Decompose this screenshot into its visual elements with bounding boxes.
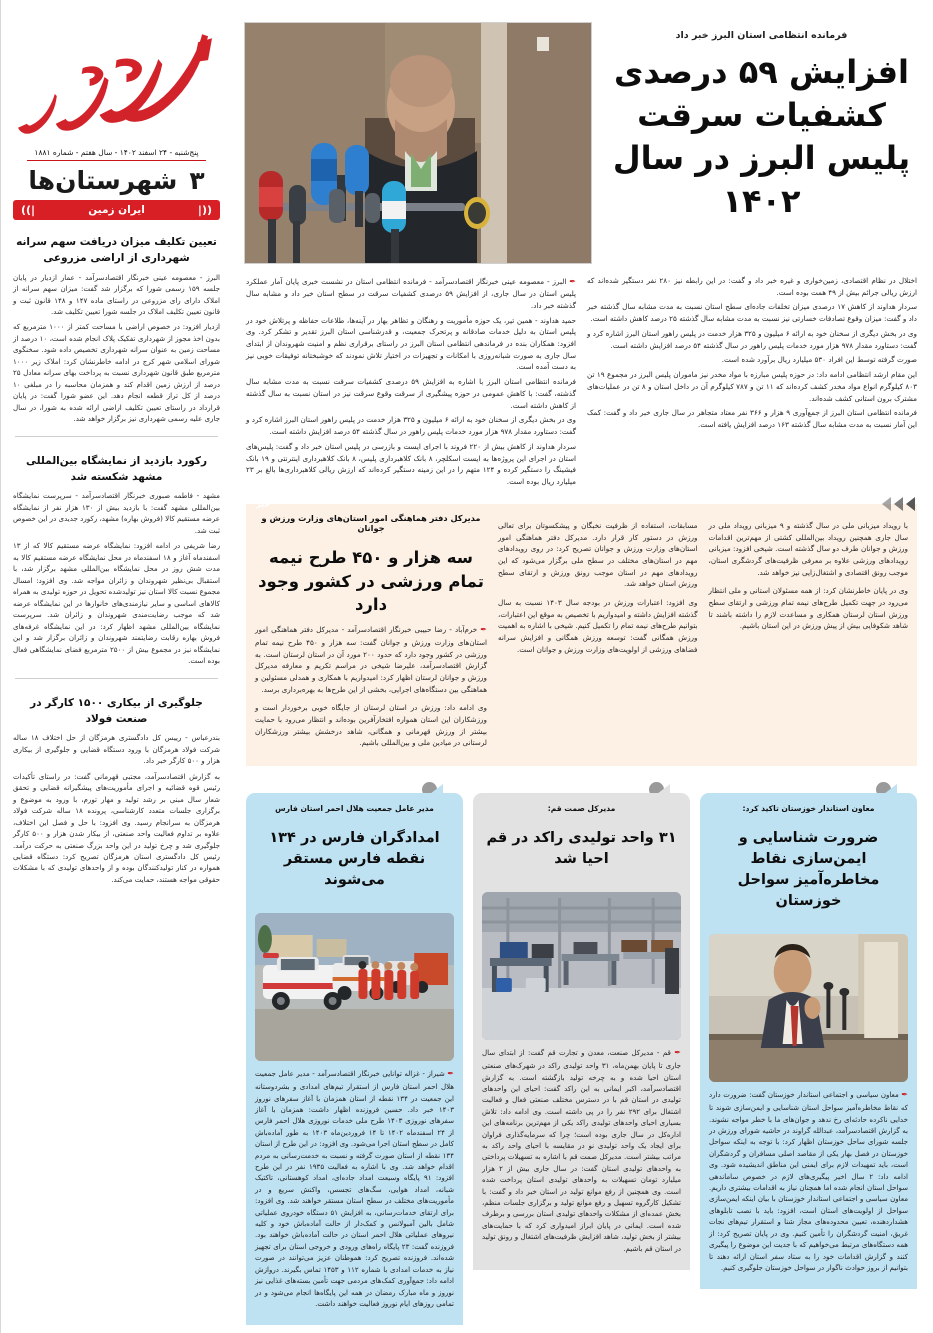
card-kicker: مدیر عامل جمعیت هلال احمر استان فارس bbox=[275, 804, 434, 814]
sidebar-headline: رکورد بازدید از نمایشگاه بین‌المللی مشهد شکسته شد bbox=[25, 454, 207, 484]
card-kicker: معاون استاندار خوزستان تاکید کرد: bbox=[742, 804, 875, 814]
card-body-text: ✒ معاون سیاسی و اجتماعی استاندار خوزستان گفت: ضرورت دارد که نقاط مخاطره‌آمیز سواحل استان شناسایی و ایمن‌سازی شوند تا خدایی ناکرده حادثه‌ای رخ ندهد و جوان‌های ما با خطر مواجه نشوند. به گزارش اقتصادسرآمد، عبدالله گراوند در حاشیه شورای ورزش در جلسه شورای ساحل خوزستان اظهار کرد: با توجه به اینکه سواحل خوزستان در فصل بهار یکی از مقاصد اصلی مسافران و گردشگران است، باید تمهیدات لازم برای ایمنی این مناطق اندیشیده شود. وی ادامه داد: ۲ سال اخیر پیگیری‌های لازم در خصوص ساماندهی سواحل استان انجام شده اما همچنان نیاز به اقدامات بیشتری داریم. معاون سیاسی و اجتماعی استاندار خوزستان با بیان اینکه ایمن‌سازی سواحل از اولویت‌های استان است، افزود: باید با نصب تابلوهای هشداردهنده، تعیین محدوده‌های مجاز شنا و استقرار تیم‌های نجات غریق، امنیت گردشگران را تأمین کنیم. وی در پایان تصریح کرد: از همه دستگاه‌های مرتبط می‌خواهیم که با جدیت این موضوع را پیگیری کنند و گزارش اقدامات خود را به ستاد سفر استان ارائه دهند تا بتوانیم از بروز حوادث ناگوار در سواحل خوزستان جلوگیری کنیم. bbox=[709, 1090, 909, 1272]
divider-label: خبر bbox=[256, 499, 271, 509]
newspaper-logo bbox=[13, 24, 220, 144]
card-body-wrap bbox=[473, 892, 690, 1270]
card-bubble bbox=[246, 793, 463, 913]
section-title: شهرستان‌ها bbox=[28, 166, 178, 195]
mid-col3-text: با رویداد میزبانی ملی در سال گذشته و ۹ میزبانی رویداد ملی در سال جاری همچنین رویداد بین‌المللی کشتی از مهم‌ترین اقدامات ورزش و جوانان طرف دو سال گذشته است. شیخی افزود: میزبانی رویدادهای ورزشی علاوه بر معرفی ظرفیت‌های گردشگری استان، موجب رونق اقتصادی و اشتغال‌زایی نیز خواهد شد. وی در پایان خاطرنشان کرد: از همه مسئولان استانی و ملی انتظار می‌رود در جهت تکمیل طرح‌های نیمه تمام ورزشی و ارتقای سطح ورزش استان لرستان همکاری و مساعدت لازم را داشته باشند تا شاهد شکوفایی بیش از پیش ورزش در این استان باشیم. bbox=[708, 520, 908, 631]
lead-photo-wrap bbox=[246, 22, 592, 264]
section-header bbox=[13, 168, 220, 193]
sidebar-article[interactable] bbox=[13, 232, 220, 429]
mid-headline: سه هزار و ۴۵۰ طرح نیمه تمام ورزشی در کشور وجود دارد bbox=[258, 548, 484, 615]
lead-body-columns bbox=[246, 275, 917, 491]
news-card[interactable] bbox=[700, 782, 917, 1325]
card-headline: امدادگران فارس در ۱۳۴ نقطه فارس مستقر می‌شوند bbox=[269, 829, 440, 888]
card-bubble bbox=[473, 793, 690, 892]
card-headline: ضرورت شناسایی و ایمن‌سازی نقاط مخاطره‌آمیز سواحل خوزستان bbox=[737, 829, 880, 909]
sidebar-dateline: بندرعباس - رییس کل دادگستری هرمزگان از حل اختلاف ۱۸ ساله شرکت فولاد هرمزگان با ورود دستگاه قضایی و جلوگیری از بیکاری هزار و ۵۰۰ کارگر خبر داد. bbox=[13, 733, 220, 766]
lead-story bbox=[246, 22, 917, 264]
masthead-sidebar bbox=[0, 0, 232, 1333]
card-body-wrap bbox=[246, 913, 463, 1325]
mid-column-2 bbox=[498, 513, 698, 756]
rescue-vehicles-photo bbox=[255, 913, 454, 1061]
sidebar-dateline: البرز - معصومه عینی خبرنگار اقتصادسرآمد - عمار ازدیار در پایان جلسه ۱۵۹ رسمی شورا که برگزار شد گفت: میزان سهم سرانه از املاک دارای رای مزروعی در راستای ماده ۱۴۷ و ۱۴۸ قانون ثبت و قانون تعیین تکلیف املاک در جلسه شورا تعیین تکلیف شد. bbox=[13, 272, 221, 316]
triangle-icon bbox=[906, 497, 915, 511]
sidebar-headline: تعیین تکلیف میزان دریافت سهم سرانه شهرداری از اراضی مزروعی bbox=[16, 236, 217, 265]
card-body-text: ✒ قم - مدیرکل صنعت، معدن و تجارت قم گفت: از ابتدای سال جاری تا پایان بهمن‌ماه، ۳۱ واحد تولیدی راکد در شهرک‌های صنعتی استان احیا شده و به چرخه تولید بازگشته است. به گزارش اقتصادسرآمد، اکبر ایمانی به این راکد گفت: احیای این واحدهای تولیدی در استان قم با در دسترس مختلف صنعتی فعال و فعالیت اشتغال برای ۲۹۲ نفر را در پی داشته است. وی ادامه داد: تلاش بسیاری احیای واحدهای تولیدی راکد یکی از مهم‌ترین برنامه‌های این اداره‌کل در سال جاری بوده است؛ چرا که سرمایه‌گذاری فراوان برای ایجاد یک واحد تولیدی نو در مقایسه با احیای واحد راکد به مراتب بیشتر است. مدیرکل صمت قم با اشاره به تسهیلات پرداختی به واحدهای تولیدی استان گفت: در سال جاری بیش از ۲ هزار میلیارد تومان تسهیلات به واحدهای تولیدی استان پرداخت شده است. وی همچنین از رفع موانع تولید در استان خبر داد و گفت: با تشکیل کارگروه تسهیل و رفع موانع تولید و برگزاری جلسات منظم، بخش عمده‌ای از مشکلات واحدهای تولیدی استان بررسی و برطرف شده است. ایمانی در پایان ابراز امیدواری کرد که با حمایت‌های بیشتر از بخش تولید، شاهد افزایش ظرفیت‌های اشتغال و رونق تولید در استان قم باشیم. bbox=[482, 1048, 681, 1253]
sidebar-body: رضا شریفی در ادامه افزود: نمایشگاه عرضه مستقیم کالا که از ۱۳ اسفندماه آغاز و ۱۸ اسفندماه در محل نمایشگاه عرضه مستقیم کالا به مدت شش روز در محل نمایشگاه بین‌المللی مشهد برگزار شد، با استقبال بی‌نظیر شهروندان و زائران مواجه شد. وی افزود: امسال مجموع نسبت کالا استان نیز تولیدشده تحویل در حوزه تولیدی به همراه کالاهای اساسی و سایر نیازمندی‌های خانوارها در این نمایشگاه عرضه شد که موجب رضایت‌مندی شهروندان و زائران شد. سرپرست نمایشگاه بین‌المللی مشهد اظهار کرد: در این نمایشگاه غرفه‌های فروش بهاره رقابت رضایتمند شهروندان و زائران برگزار شد و این نمایشگاه نیز در مجموع بیش از ۲۵۰۰ مترمربع فضای نمایشگاهی فعال بوده است. bbox=[13, 541, 220, 666]
lead-kicker: فرمانده انتظامی استان البرز خبر داد bbox=[675, 30, 848, 41]
news-card[interactable] bbox=[473, 782, 690, 1325]
press-conference-photo bbox=[244, 22, 592, 264]
section-ribbon bbox=[13, 200, 220, 220]
main-content bbox=[232, 0, 933, 1333]
mid-heading-column bbox=[255, 513, 487, 756]
lead-headline: افزایش ۵۹ درصدی کشفیات سرقت پلیس البرز در سال ۱۴۰۲ bbox=[612, 53, 911, 220]
factory-interior-photo bbox=[482, 892, 681, 1040]
official-speaking-photo bbox=[709, 934, 908, 1082]
mid-story bbox=[246, 504, 917, 766]
sidebar-headline: جلوگیری از بیکاری ۱۵۰۰ کارگر در صنعت فولاد bbox=[30, 696, 203, 725]
issue-date-line: پنج‌شنبه - ۲۴ اسفند ۱۴۰۲ - سال هفتم - شماره ۱۸۸۱ bbox=[27, 148, 206, 161]
divider-rule bbox=[15, 436, 218, 437]
triangle-icon bbox=[882, 497, 891, 511]
card-bubble bbox=[700, 793, 917, 934]
broadcast-icon-left: |)) bbox=[21, 203, 36, 217]
mid-column-3 bbox=[709, 513, 909, 756]
sidebar-article[interactable] bbox=[13, 444, 220, 671]
divider-rule bbox=[15, 678, 218, 679]
card-body-wrap bbox=[700, 934, 917, 1289]
lead-column-2 bbox=[587, 275, 917, 491]
card-headline: ۳۱ واحد تولیدی راکد در قم احیا شد bbox=[486, 829, 677, 867]
ribbon-label: ایران زمین bbox=[88, 204, 145, 216]
card-kicker: مدیرکل صمت قم: bbox=[547, 804, 616, 814]
broadcast-icon-right: ((| bbox=[197, 203, 212, 217]
sidebar-dateline: مشهد - فاطمه صبوری خبرنگار اقتصادسرآمد - سرپرست نمایشگاه بین‌المللی مشهد گفت: با بازدید بیش از ۱۳۰ هزار نفر از نمایشگاه عرضه مستقیم کالا (فروش بهاره) مشهد، رکورد جدیدی در این خصوص ثبت شد. bbox=[13, 491, 220, 535]
card-body-text: ✒ شیراز - غزاله توانایی خبرنگار اقتصادسرآمد - مدیر عامل جمعیت هلال احمر استان فارس از استقرار تیم‌های امدادی و بشردوستانه این جمعیت در ۱۳۴ نقطه از استان همزمان با آغاز سفرهای نوروز ۱۴۰۳ خبر داد. حسین فروزنده اظهار داشت: همزمان با آغاز سفرهای نوروزی ۱۴۰۳ طرح ملی خدمات نوروزی هلال احمر فارس از ۲۴ اسفندماه ۱۴۰۲ تا ۱۴ فروردین‌ماه ۱۴۰۳ به طور آماده‌باش کامل در سطح استان اجرا می‌شود. وی افزود: در این طرح از استان ۱۳۴ نقطه از استان صورت گرفته و نسبت به خدمت‌رسانی به مردم اقدام خواهد شد. وی با اشاره به فعالیت ۱۹۳۵ نفر در این طرح افزود: ۹۱ پایگاه وسیعت امداد جاده‌ای، امداد کوهستانی، تاکتیک شبانه، امداد هوایی، سگ‌های تجسس، واکنش سریع و در مأموریت‌های مختلف در سطح استان مستقر خواهند شد. وی افزود: برای ارتقای خدمات‌رسانی، به افزایش ۵۱ دستگاه خودروی عملیاتی شامل بالین آمبولانس و کمک‌دار از حالت آماده‌باش خود و کلیه نیروهای عملیاتی هلال احمر استان در حالت آماده‌باش خواهند بود. فروزنده گفت: ۲۳ پایگاه راه‌های ورودی و خروجی استان برای تجهیز شده‌اند. فروزنده تصریح کرد: هموطنان عزیز می‌توانند در صورت نیاز به خدمات امدادی با شماره ۱۱۲ و ۱۴۵۳ تماس بگیرند. دروازش ادامه داد: جمع‌آوری کمک‌های مردمی جهت تأمین بسته‌های غذایی نیز نوروز و ماه مبارک رمضان در همه این پایگاه‌ها انجام می‌شود و در تمامی روزهای ایام نوروز فعالیت خواهند داشت. bbox=[255, 1069, 455, 1308]
lead-col2-text: اختلال در نظام اقتصادی، زمین‌خواری و غیره خبر داد و گفت: در این رابطه نیز ۲۸۰ نفر دستگیر شده‌اند که ارزش ریالی جرائم بیش از ۴۹ همت بوده است. سردار هداوند از کاهش ۱۷ درصدی میزان تخلفات جاده‌ای سطح استان نسبت به مدت مشابه سال گذشته خبر داد و گفت: میزان وقوع تصادفات خسارتی نیز نسبت به مدت مشابه سال گذشته ۲۵ درصد کاهش داشته است. وی در بخش دیگری از سخنان خود به ارائه ۶ میلیون و ۳۲۵ هزار خدمت در پلیس راهور استان البرز اشاره کرد و گفت: دستاورد مقدار ۹۷۸ هزار مورد خدمات پلیس راهور در سال گذشته ۵۴ درصد افزایش داشته است. صورت گرفته توسط این افراد ۵۳۰ میلیارد ریال برآورد شده است. این مقام ارشد انتظامی ادامه داد: در حوزه پلیس مبارزه با مواد مخدر نیز ماموران پلیس البرز در مجموع ۱۹ تن ۸۰۳ کیلوگرم انواع مواد مخدر کشف کرده‌اند که ۱۱ تن و ۷۸۷ کیلوگرم آن در داخل استان و ۸ تن در عملیات‌های مشترک برون استانی کشف شده‌اند. فرمانده انتظامی استان البرز از جمع‌آوری ۹ هزار و ۳۶۶ نفر معتاد متجاهر در سال جاری خبر داد و گفت: کمک این آمار نسبت به مدت مشابه سال گذشته ۱۶۳ درصد افزایش یافته است. bbox=[587, 276, 918, 430]
mid-kicker: مدیرکل دفتر هماهنگی امور استان‌های وزارت ورزش و جوانان bbox=[261, 512, 481, 533]
triangle-icon bbox=[894, 497, 903, 511]
divider-arrows bbox=[882, 497, 915, 511]
page-number: ۳ bbox=[189, 166, 205, 195]
lead-col1-text: ✒ البرز - معصومه عینی خبرنگار اقتصادسرآمد - فرمانده انتظامی استان در نشست خبری پایان آمار عملکرد پلیس استان در سال جاری، از افزایش ۵۹ درصدی کشفیات سرقت در سطح استان خبر داد و مشابه سال گذشته خبر داد. حمید هداوند - همین تیر، یک حوزه مأموریت و رهنگان و تظاهر بهار در آینه‌ها، طلاعات حفاظه و پرتلاش خود در پلیس استان به دلیل خدمات صادقانه و پرتحرک جمعیت، و قدرشناسی استان البرز تقدیر و تشکر کرد. وی افزود: همکاران بنده در فرماندهی انتظامی استان البرز در راستای برقراری نظم و امنیت شهروندان از ابتدای سال جاری به صورت شبانه‌روزی با امکانات و تجهیزات در اختیار تلاش نمودند که خوشبختانه توفیقات خوبی نیز به دست آمده است. فرمانده انتظامی استان البرز با اشاره به افزایش ۵۹ درصدی کشفیات سرقت نسبت به مدت مشابه سال گذشته، گفت: با کاهش عمومی در حوزه پیشگیری از سرقت وقوع سرقت نیز در استان نسبت به سال گذشته از کاهش داشته است. وی در بخش دیگری از سخنان خود به ارائه ۶ میلیون و ۳۲۵ هزار خدمت در پلیس راهور استان البرز اشاره کرد و گفت: دستاورد مقدار ۹۷۸ هزار مورد خدمات پلیس راهور در سال گذشته ۵۴ درصد افزایش داشته است. سردار هداوند از کاهش بیش از ۲۲۰ فروند با اجرای ایست و بازرسی در پلیس استان خبر داد و گفت: پلیس‌های استان در اجرای این پروژه‌ها به ایست اسکلچر، ۸ بانک کلاهبرداری پلیس، ۸ بانک کلاهبرداری اینترنتی و ۱۹ بانک فیشینگ را دستگیر کرده و ۱۲۴ متهم را در این زمینه دستگیر کرده‌اند که ارزش ریالی کلاهبرداری‌ها بالغ بر ۲۳ میلیارد ریال بوده است. bbox=[246, 277, 576, 487]
lead-text-block bbox=[606, 22, 917, 264]
lead-column-1 bbox=[246, 275, 576, 491]
sidebar-body: به گزارش اقتصادسرآمد، مجتبی قهرمانی گفت: در راستای تأکیدات رئیس قوه قضائیه و اجرای مأموریت‌های پیشگیرانه قضایی و تحقق شعار سال مبنی بر رشد تولید و مهار تورم، با ورود به موضوع و برگزاری جلسات متعدد کارشناسی، پرونده ۱۸ ساله شرکت فولاد هرمزگان به سرانجام رسید. وی افزود: با حل و فصل این اختلاف، علاوه بر تداوم فعالیت واحد صنعتی، از بیکار شدن هزار و ۵۰۰ کارگر جلوگیری شد و چرخ تولید در این واحد بزرگ صنعتی به حرکت درآمد. رئیس کل دادگستری استان هرمزگان تصریح کرد: دستگاه قضایی همواره در کنار تولیدکنندگان بوده و از واحدهای تولیدی که با مشکلات حقوقی مواجه هستند، حمایت می‌کند. bbox=[13, 771, 221, 884]
bottom-cards bbox=[246, 782, 917, 1325]
sidebar-article[interactable] bbox=[13, 686, 220, 890]
news-card[interactable] bbox=[246, 782, 463, 1325]
mid-col1-text: ✒ خرم‌آباد - رضا حبیبی خبرنگار اقتصادسرآمد - مدیرکل دفتر هماهنگی امور استان‌های وزارت ورزش و جوانان گفت: سه هزار و ۴۵۰ طرح نیمه تمام ورزشی در کشور وجود دارد که حدود ۲۰۰ مورد آن در استان لرستان است. به گزارش اقتصادسرآمد، علیرضا شیخی در مراسم تکریم و معارفه مدیرکل ورزش و جوانان لرستان اظهار کرد: امیدواریم با همکاری و همدلی مسئولین و هماهنگی بین دستگاه‌های اجرایی، بخشی از این طرح‌ها به بهره‌برداری برسد. وی ادامه داد: ورزش در استان لرستان از جایگاه خوبی برخوردار است و ورزشکاران این استان همواره افتخارآفرین بوده‌اند و انتظار می‌رود با حمایت بیشتر از ورزش قهرمانی و همگانی، شاهد درخشش بیشتر ورزشکاران لرستانی در میادین ملی و بین‌المللی باشیم. bbox=[255, 624, 488, 748]
sidebar-body: ازدیار افزود: در خصوص اراضی با مساحت کمتر از ۱۰۰۰ مترمربع که بدون اخذ مجوز از شهرداری تفکیک پلاک انجام شده است، ۱۰ درصد از مساحت زمین به عنوان سرانه شهرداری تخصیص داده شود. سخنگوی شورای اسلامی شهر کرج در ادامه خاطرنشان کرد: املاک زیر ۱۰۰۰ مترمربع طبق قانون شهرداری نسبت به پرداخت بهای سرانه معادل ۲۵ درصد از ارزش زمین اقدام کند و همزمان محاسبه را در مبلغی ۱۰ درصد از کل تراز قطعه انجام دهد. این عضو شورا گفت: در پایان قرارداد در راستای تعیین تکلیف اراضی ارائه شده به شورا، در سال جاری علیه رسمی شهرداری نیز برگزار خواهد شد. bbox=[13, 322, 220, 424]
mid-col2-text: مسابقات، استفاده از ظرفیت نخبگان و پیشکسوتان برای تعالی ورزش در دستور کار قرار دارد. مدیرکل دفتر هماهنگی امور استان‌های وزارت ورزش و جوانان تصریح کرد: در روی رویدادهای مهم در استان‌های مختلف در سطح ملی برگزار می‌شود که این رویدادهای مهم در استان موجب رونق ورزش و ارتقای سطح ورزش استان خواهد شد. وی افزود: اعتبارات ورزش در بودجه سال ۱۴۰۳ نسبت به سال گذشته افزایش داشته و امیدواریم با تخصیص به موقع این اعتبارات، بتوانیم طرح‌های نیمه تمام را تکمیل کنیم. شیخی با اشاره به اهمیت ورزش همگانی گفت: توسعه ورزش همگانی و افزایش سرانه فضاهای ورزشی از اولویت‌های وزارت ورزش و جوانان است. bbox=[498, 520, 698, 654]
logo-mark-icon bbox=[13, 24, 220, 144]
